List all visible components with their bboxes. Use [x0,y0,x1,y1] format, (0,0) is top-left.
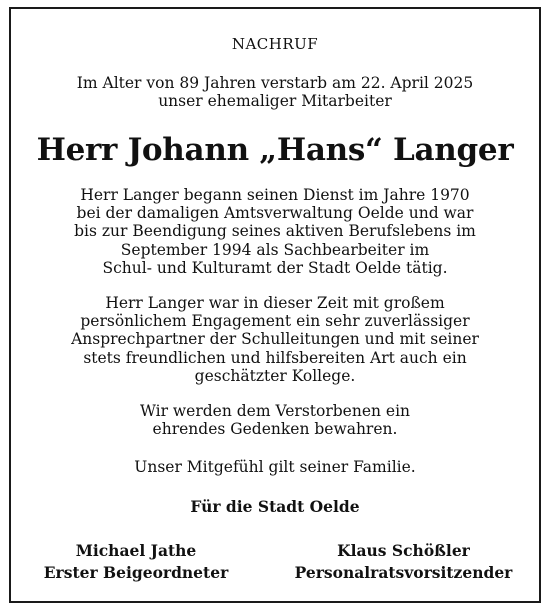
deceased-name: Herr Johann „Hans“ Langer [36,132,514,168]
signatory-left [31,540,241,584]
intro-text [11,74,539,110]
paragraph-line: persönlichem Engagement ein sehr zuverlässiger [80,312,470,331]
paragraph-line: ehrendes Gedenken bewahren. [152,420,398,439]
notice-heading: NACHRUF [231,35,319,53]
paragraph-line: Ansprechpartner der Schulleitungen und mit seiner [71,330,479,349]
paragraph-line: bis zur Beendigung seines aktiven Berufslebens im [74,222,476,241]
career-paragraph [11,186,539,277]
remembrance-paragraph [11,402,539,438]
signatory-name: Klaus Schößler [337,541,470,560]
paragraph-line: Herr Langer war in dieser Zeit mit großem [105,294,445,312]
paragraph-line: Herr Langer begann seinen Dienst im Jahre 1970 [80,186,470,204]
signatory-name: Michael Jathe [75,541,197,560]
signatory-role: Personalratsvorsitzender [294,563,513,582]
intro-line: unser ehemaliger Mitarbeiter [158,92,392,110]
tribute-paragraph [11,294,539,385]
paragraph-line: Schul- und Kulturamt der Stadt Oelde tätig. [102,258,448,277]
paragraph-line: geschätzter Kollege. [194,366,356,385]
paragraph-line: stets freundlichen und hilfsbereiten Art auch ein [83,348,467,367]
signatory-role: Erster Beigeordneter [43,563,229,582]
organization-line: Für die Stadt Oelde [190,497,360,516]
paragraph-line: bei der damaligen Amtsverwaltung Oelde und war [76,204,474,223]
intro-line: Im Alter von 89 Jahren verstarb am 22. April 2025 [76,74,474,92]
paragraph-line: September 1994 als Sachbearbeiter im [120,240,430,259]
condolence-paragraph [11,458,539,476]
obituary-notice [9,7,541,603]
paragraph-line: Unser Mitgefühl gilt seiner Familie. [134,458,416,476]
signatory-right [281,540,526,584]
paragraph-line: Wir werden dem Verstorbenen ein [139,402,411,420]
